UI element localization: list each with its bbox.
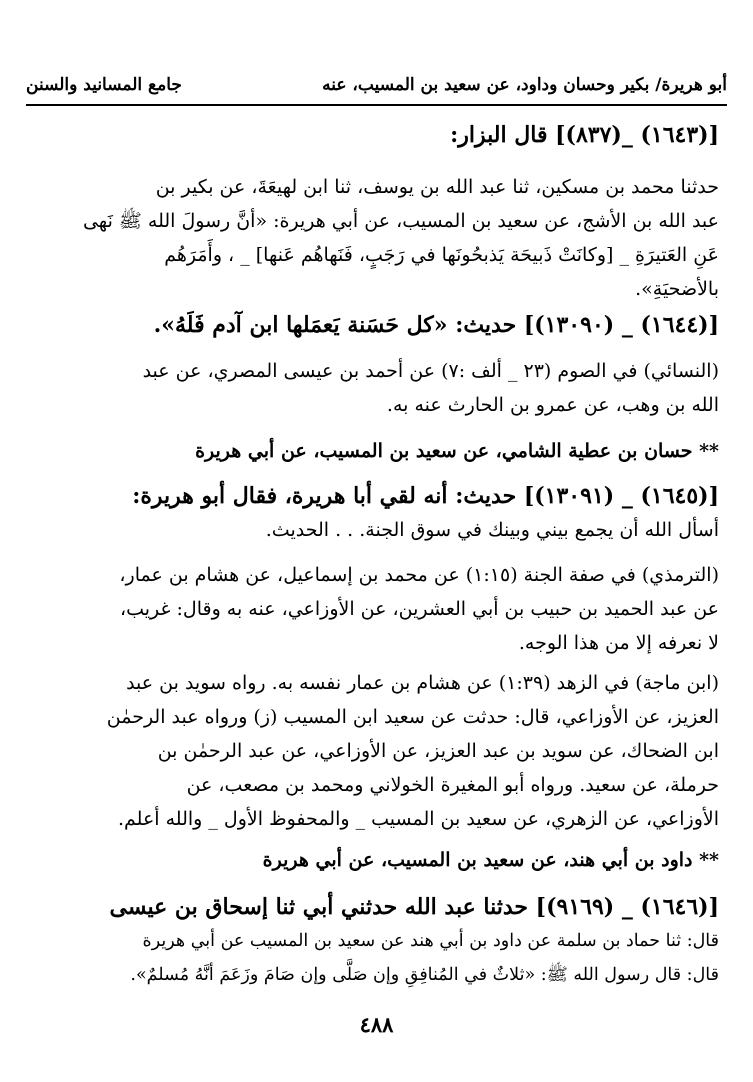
section-hassan-heading — [34, 434, 719, 468]
text-line: الأوزاعي، عن الزهري، عن سعيد بن المسيب _ والمحفوظ الأول _ والله أعلم. — [117, 808, 719, 830]
text-line: قال: ثنا حماد بن سلمة عن داود بن أبي هند عن سعيد بن المسيب عن أبي هريرة — [142, 931, 719, 951]
page-number: ٤٨٨ — [359, 1012, 394, 1037]
text-line: (الترمذي) في صفة الجنة (١:١٥) عن محمد بن إسماعيل، عن هشام بن عمار، — [119, 564, 719, 586]
header-book-title: جامع المسانيد والسنن — [26, 75, 182, 95]
text-line: عن عبد الحميد بن حبيب بن أبي العشرين، عن الأوزاعي، عنه به وقال: غريب، — [119, 598, 719, 620]
text-line: حرملة، عن سعيد. ورواه أبو المغيرة الخولاني ومحمد بن مصعب، عن — [186, 774, 719, 796]
hadith-1644 — [34, 308, 719, 342]
hadith-1644-heading: [(١٦٤٤) _ (١٣٠٩٠)] حديث: «كل حَسَنة يَعمَلها ابن آدم فَلَهُ». — [153, 312, 719, 338]
section-heading: ** حسان بن عطية الشامي، عن سعيد بن المسيب، عن أبي هريرة — [195, 440, 719, 462]
ibnmajah-source — [34, 666, 719, 836]
text-line: أسأل الله أن يجمع بيني وبينك في سوق الجنة. . . الحديث. — [265, 519, 719, 541]
header-chapter-title: أبو هريرة/ بكير وحسان وداود، عن سعيد بن المسيب، عنه — [322, 75, 727, 95]
header-divider — [26, 104, 727, 106]
tirmidhi-source — [34, 558, 719, 660]
text-line: (النسائي) في الصوم (٢٣ _ ألف :٧) عن أحمد بن عيسى المصري، عن عبد — [142, 360, 719, 382]
hadith-1645 — [34, 479, 719, 547]
text-line: حدثنا محمد بن مسكين، ثنا عبد الله بن يوسف، ثنا ابن لهيعَةَ، عن بكير بن — [155, 176, 719, 198]
hadith-1646-heading: [(١٦٤٦) _ (٩١٦٩)] حدثنا عبد الله حدثني أبي ثنا إسحاق بن عيسى — [109, 894, 719, 920]
hadith-1643 — [34, 118, 719, 152]
section-heading: ** داود بن أبي هند، عن سعيد بن المسيب، عن أبي هريرة — [262, 849, 719, 871]
hadith-1644-source — [34, 354, 719, 422]
text-line: عَنِ العَتيرَةِ _ [وكانَتْ ذَبيحَة يَذبحُونَها في رَجَبٍ، فَنَهاهُم عَنها] _ ، وأَمَرَهُم — [164, 244, 719, 266]
hadith-1645-heading: [(١٦٤٥) _ (١٣٠٩١)] حديث: أنه لقي أبا هريرة، فقال أبو هريرة: — [132, 483, 719, 509]
text-line: الله بن وهب، عن عمرو بن الحارث عنه به. — [386, 394, 719, 416]
text-line: لا نعرفه إلا من هذا الوجه. — [518, 632, 719, 654]
running-header — [26, 72, 727, 98]
text-line: (ابن ماجة) في الزهد (١:٣٩) عن هشام بن عمار نفسه به. رواه سويد بن عبد — [126, 672, 719, 694]
section-dawud-heading — [34, 843, 719, 877]
text-line: قال: قال رسول الله ﷺ: «ثلاثٌ في المُنافِقِ وإن صَلَّى وإن صَامَ وزَعَمَ أنَّهُ مُسلمٌ». — [130, 965, 719, 985]
hadith-1646 — [34, 890, 719, 992]
hadith-1643-heading: [(١٦٤٣) _(٨٣٧)] قال البزار: — [450, 122, 719, 148]
text-line: بالأضحيَةِ». — [635, 278, 719, 300]
text-line: عبد الله بن الأشج، عن سعيد بن المسيب، عن أبي هريرة: «أنَّ رسولَ الله ﷺ نَهى — [82, 210, 719, 232]
hadith-1643-text — [34, 170, 719, 306]
text-line: ابن الضحاك، عن سويد بن عبد العزيز، عن الأوزاعي، عن عبد الرحمٰن بن — [157, 740, 719, 762]
text-line: العزيز، عن الأوزاعي، قال: حدثت عن سعيد ابن المسيب (ز) ورواه عبد الرحمٰن — [106, 706, 719, 728]
